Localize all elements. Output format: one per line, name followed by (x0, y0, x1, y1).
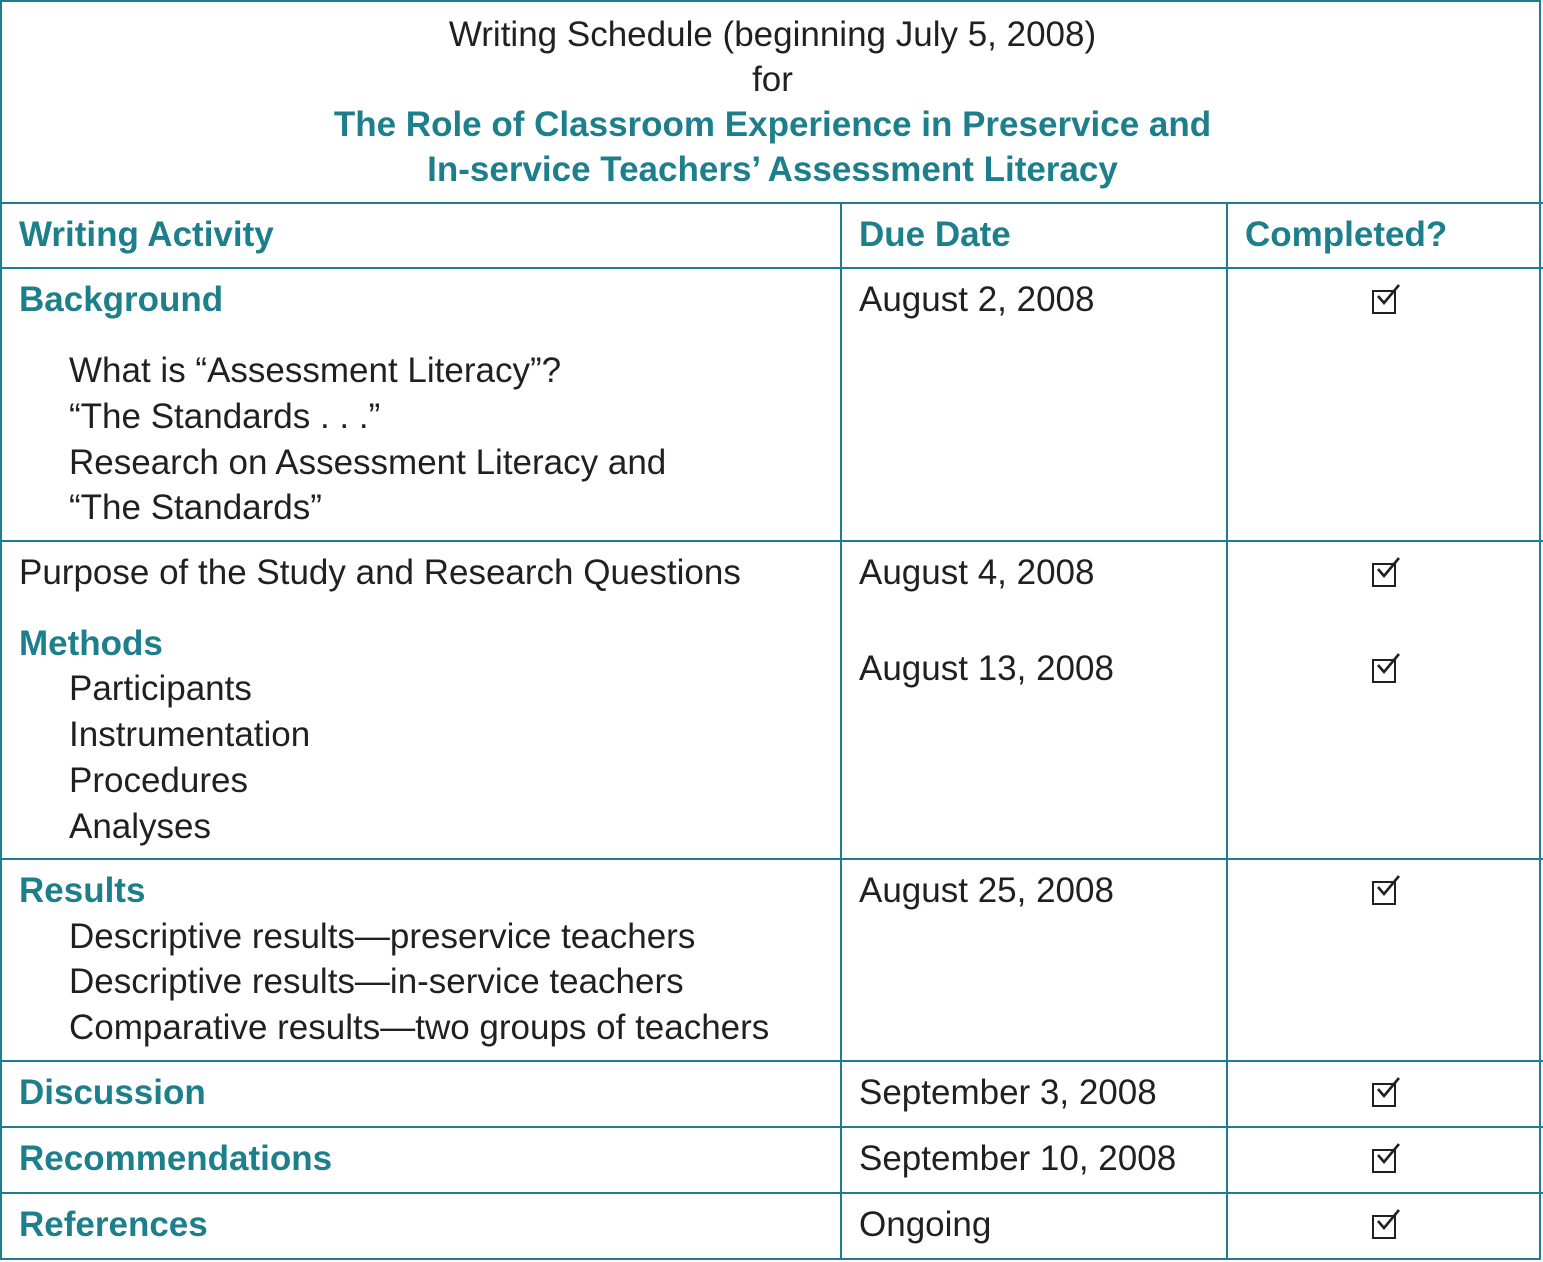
activity-subitem: Instrumentation (69, 715, 311, 754)
column-divider-1 (840, 202, 842, 1260)
schedule-subtitle: Writing Schedule (beginning July 5, 2008) (448, 15, 1097, 54)
activity-subitem: What is “Assessment Literacy”? (69, 351, 562, 390)
activity-purpose: Purpose of the Study and Research Questions (19, 553, 741, 592)
checked-box-icon (1372, 659, 1396, 683)
rule-header (2, 202, 1543, 204)
rule-recommendations (2, 1192, 1543, 1194)
rule-columns (2, 267, 1543, 269)
activity-subitem: Participants (69, 669, 252, 708)
due-date-background: August 2, 2008 (859, 280, 1095, 319)
due-date-discussion: September 3, 2008 (859, 1073, 1157, 1112)
activity-references: References (19, 1205, 208, 1244)
due-date-results: August 25, 2008 (859, 871, 1114, 910)
activity-subitem: Descriptive results—preservice teachers (69, 917, 696, 956)
due-date-references: Ongoing (859, 1205, 992, 1244)
activity-recommendations: Recommendations (19, 1139, 333, 1178)
activity-subitem: “The Standards” (69, 488, 322, 527)
column-header-due-date: Due Date (859, 215, 1011, 254)
rule-results (2, 1060, 1543, 1062)
checked-box-icon (1372, 1215, 1396, 1239)
checked-box-icon (1372, 1083, 1396, 1107)
rule-background (2, 540, 1543, 542)
due-date-methods: August 13, 2008 (859, 649, 1114, 688)
activity-background: Background (19, 280, 224, 319)
checked-box-icon (1372, 881, 1396, 905)
checked-box-icon (1372, 563, 1396, 587)
due-date-recommendations: September 10, 2008 (859, 1139, 1177, 1178)
rule-discussion (2, 1126, 1543, 1128)
paper-title-line-2: In-service Teachers’ Assessment Literacy (427, 150, 1118, 189)
column-header-activity: Writing Activity (19, 215, 274, 254)
activity-discussion: Discussion (19, 1073, 206, 1112)
paper-title-line-1: The Role of Classroom Experience in Preservice and (333, 105, 1212, 144)
checked-box-icon (1372, 290, 1396, 314)
column-divider-2 (1226, 202, 1228, 1260)
column-header-completed: Completed? (1245, 215, 1448, 254)
activity-subitem: Comparative results—two groups of teachers (69, 1008, 770, 1047)
activity-subitem: Research on Assessment Literacy and (69, 443, 667, 482)
checked-box-icon (1372, 1149, 1396, 1173)
due-date-purpose: August 4, 2008 (859, 553, 1095, 592)
activity-subitem: “The Standards . . .” (69, 397, 381, 436)
activity-subitem: Descriptive results—in-service teachers (69, 962, 684, 1001)
rule-methods (2, 858, 1543, 860)
activity-subitem: Analyses (69, 807, 212, 846)
activity-methods: Methods (19, 624, 163, 663)
activity-results: Results (19, 871, 146, 910)
activity-subitem: Procedures (69, 761, 248, 800)
schedule-for: for (752, 60, 793, 99)
